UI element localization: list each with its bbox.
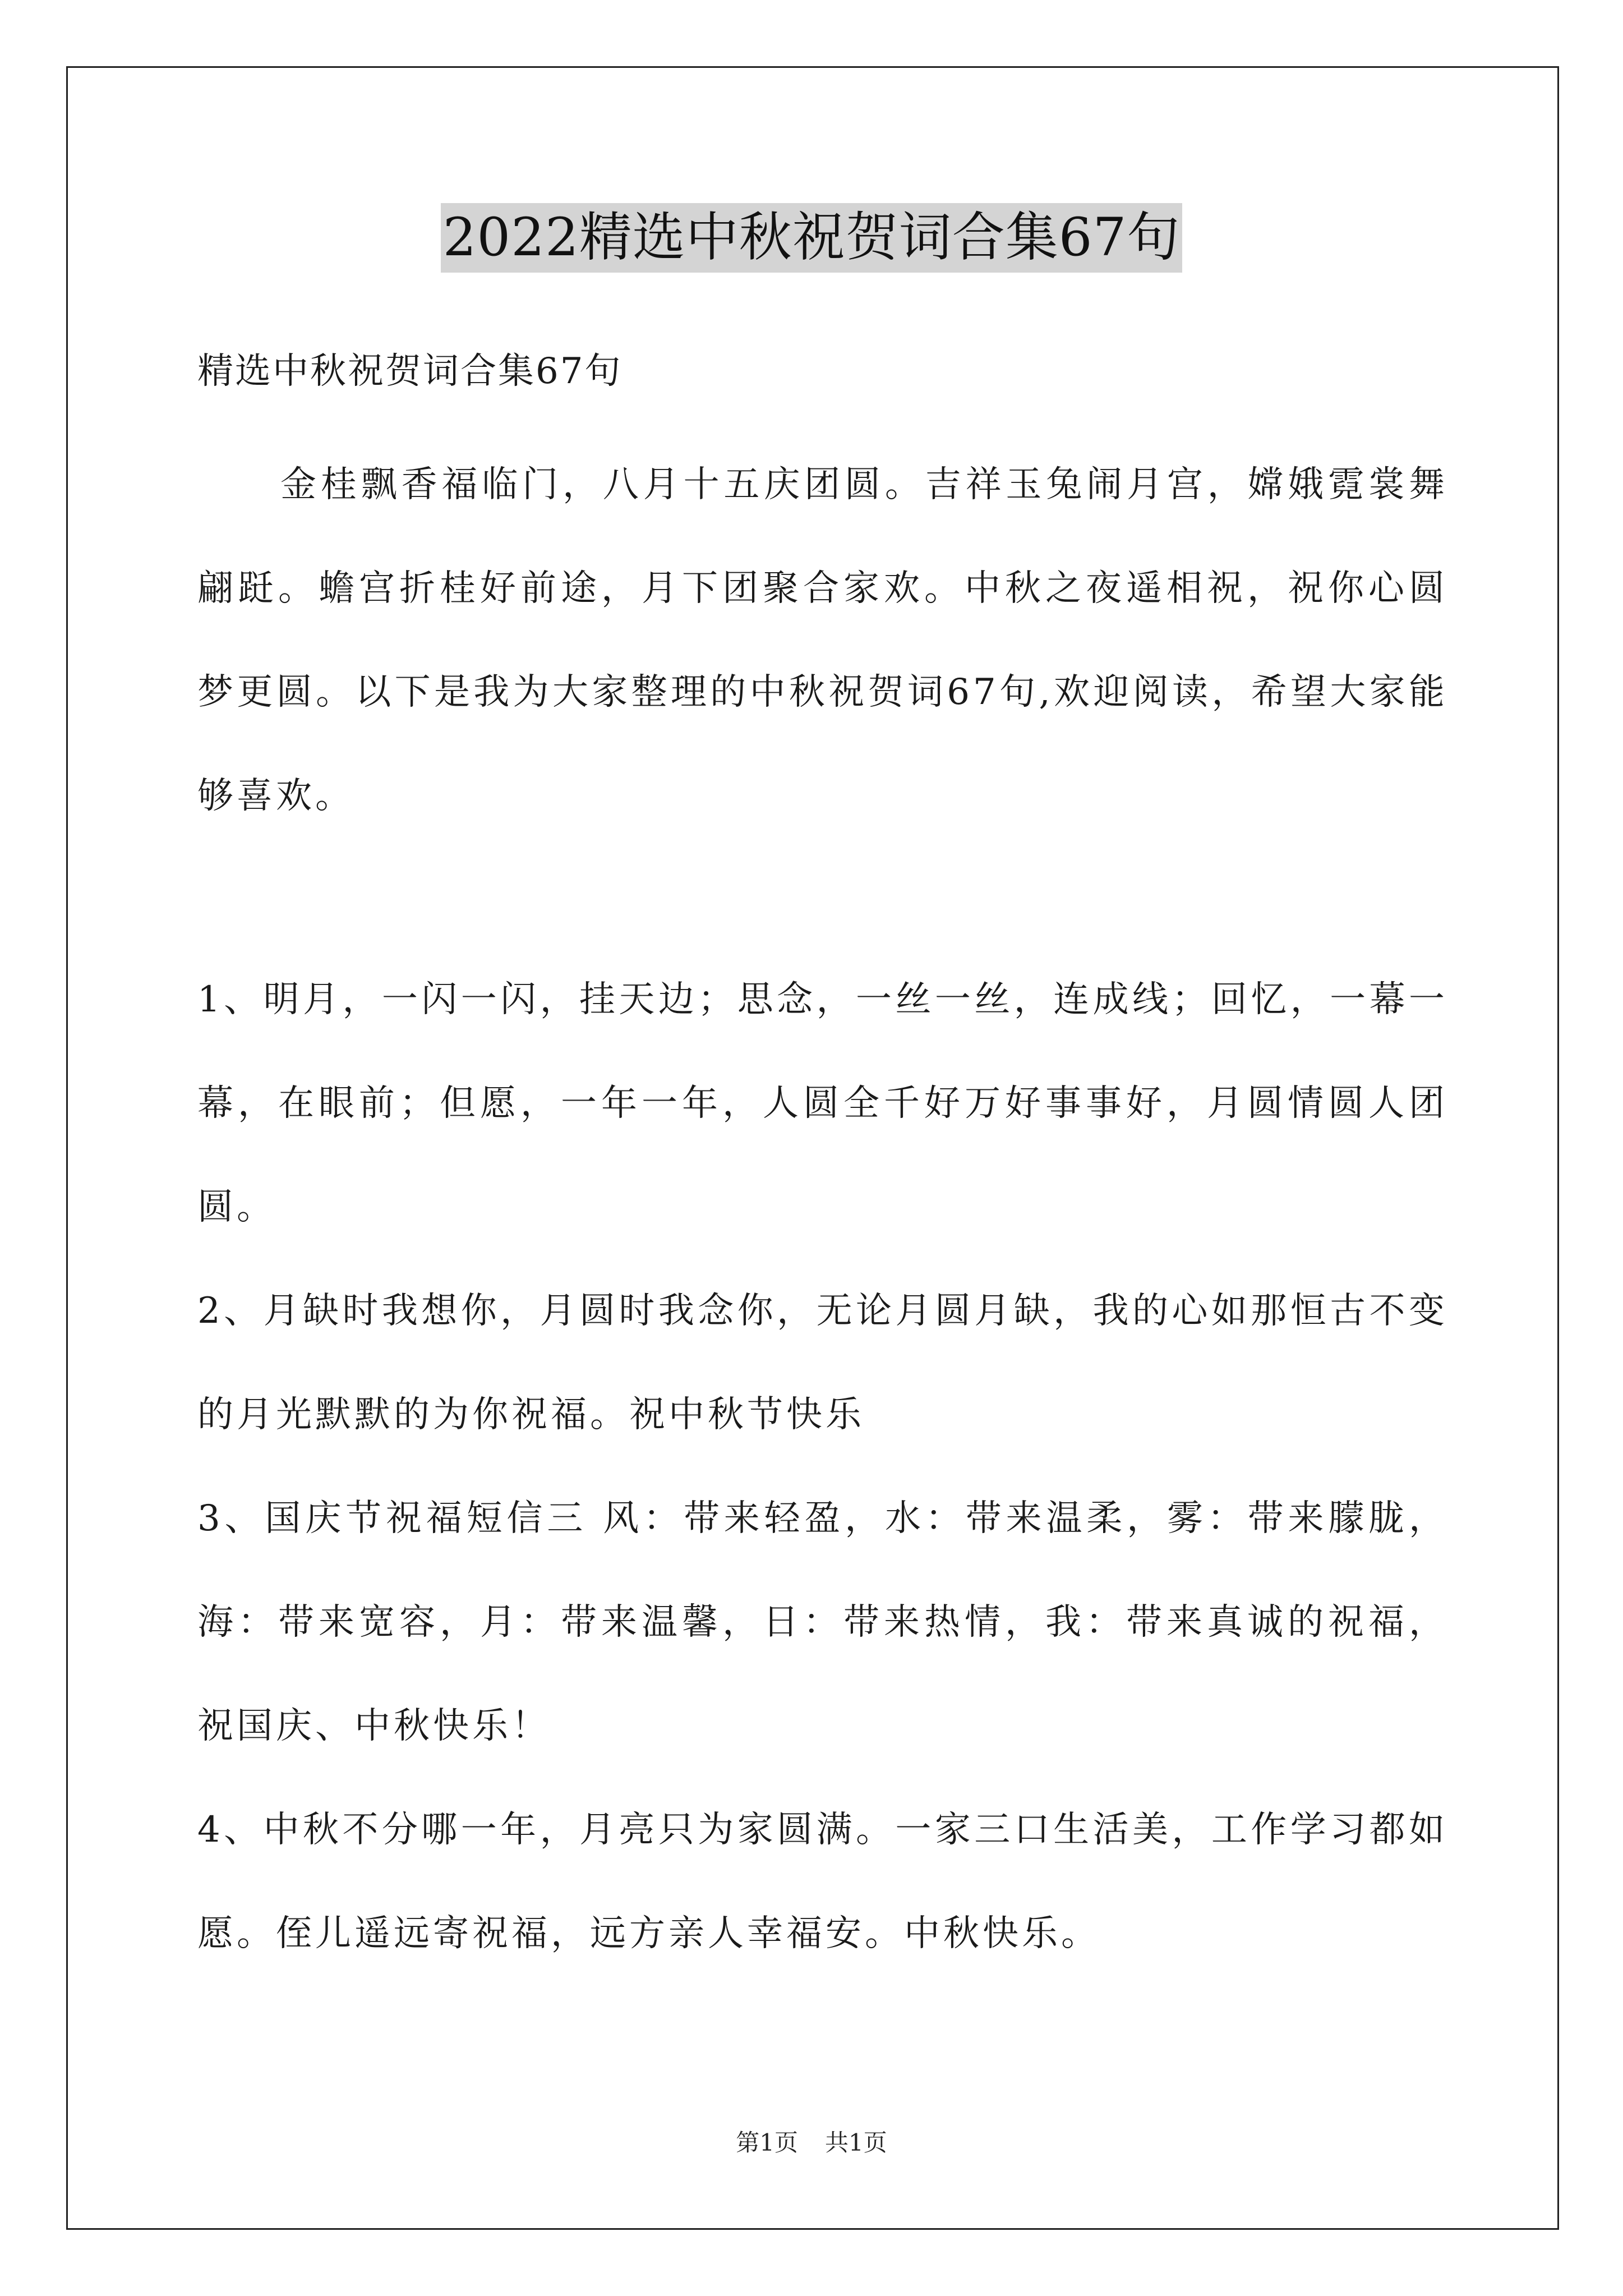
- list-item: 4、中秋不分哪一年，月亮只为家圆满。一家三口生活美，工作学习都如愿。侄儿遥远寄祝福，远方亲人幸福安。中秋快乐。: [197, 1809, 1448, 1954]
- document-body: [197, 343, 1448, 1986]
- list-item: 2、月缺时我想你，月圆时我念你，无论月圆月缺，我的心如那恒古不变的月光默默的为你祝福。祝中秋节快乐: [197, 1290, 1448, 1435]
- intro-paragraph: 金桂飘香福临门，八月十五庆团圆。吉祥玉兔闹月宫，嫦娥霓裳舞翩跹。蟾宫折桂好前途，月下团聚合家欢。中秋之夜遥相祝，祝你心圆梦更圆。以下是我为大家整理的中秋祝贺词67句,欢迎阅读，希望大家能够喜欢。: [197, 464, 1448, 817]
- page-total: 共1页: [825, 2129, 887, 2156]
- list-item: 3、国庆节祝福短信三 风：带来轻盈，水：带来温柔，雾：带来朦胧，海：带来宽容，月：带来温馨，日：带来热情，我：带来真诚的祝福，祝国庆、中秋快乐！: [197, 1498, 1448, 1747]
- title-container: [0, 203, 1623, 273]
- page-footer: [0, 2126, 1623, 2160]
- page-number: 第1页: [736, 2129, 798, 2156]
- list-item: 1、明月，一闪一闪，挂天边；思念，一丝一丝，连成线；回忆，一幕一幕，在眼前；但愿，一年一年，人圆全千好万好事事好，月圆情圆人团圆。: [197, 979, 1448, 1228]
- document-title: 2022精选中秋祝贺词合集67句: [441, 203, 1183, 273]
- document-subtitle: 精选中秋祝贺词合集67句: [197, 351, 623, 392]
